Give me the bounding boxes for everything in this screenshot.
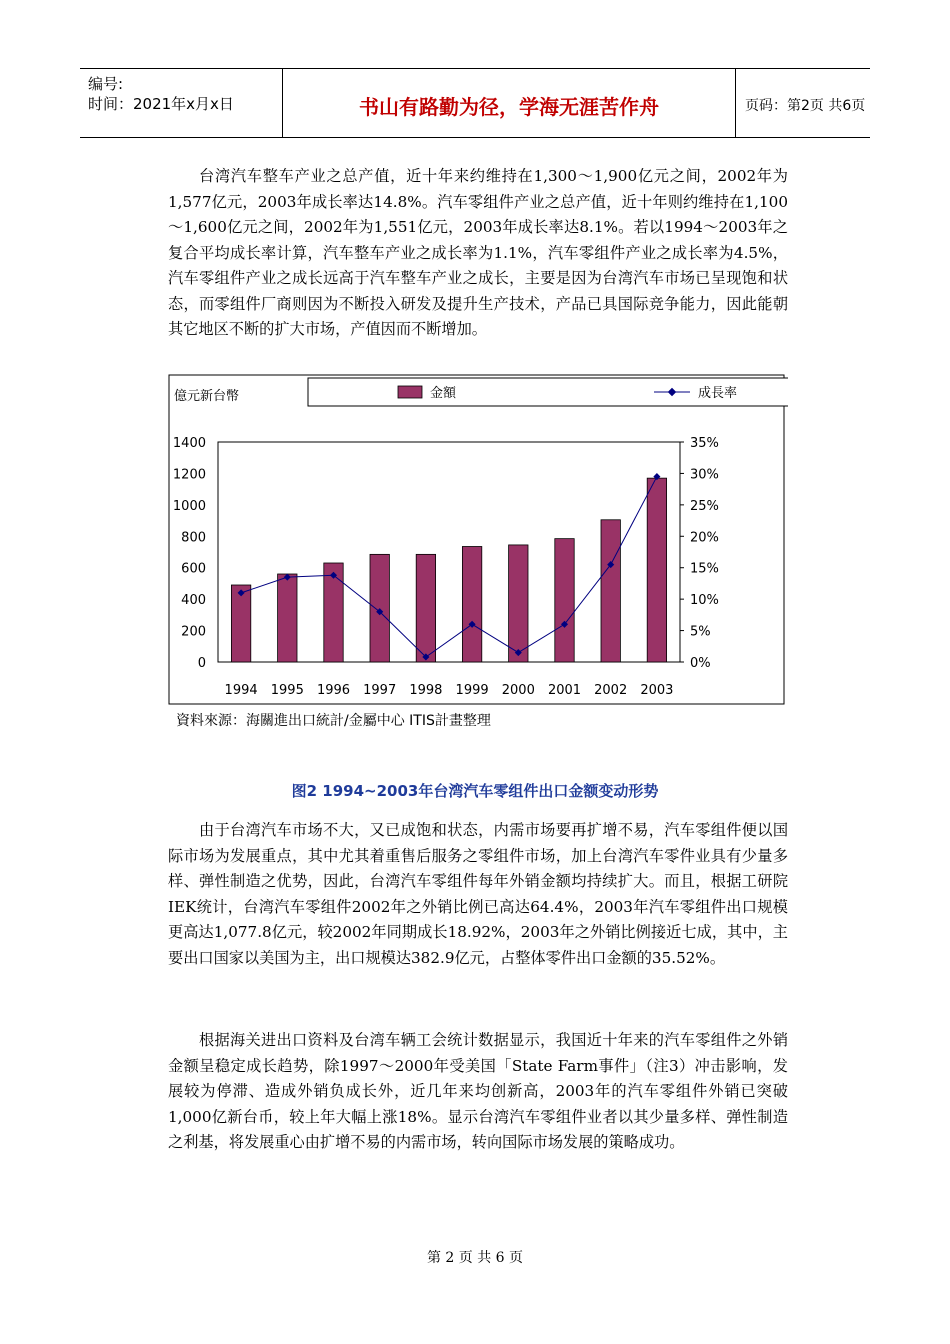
y2-tick-label: 35% [690, 436, 719, 451]
paragraph-customs-statistics: 根据海关进出口资料及台湾车辆工会统计数据显示，我国近十年来的汽车零组件之外销金额呈稳定成长趋势，除1997～2000年受美国「State Farm事件」（注3）冲击影响，发展较为停滞、造成外销负成长外，近几年来均创新高，2003年的汽车零组件外销已突破1,000亿新台币，较上年大幅上涨18%。显示台湾汽车零组件业者以其少量多样、弹性制造之利基，将发展重心由扩增不易的内需市场，转向国际市场发展的策略成功。 [168, 1031, 788, 1151]
bar-amount-2001 [555, 539, 574, 662]
export-amount-chart [168, 374, 788, 708]
paragraph-industry-output: 台湾汽车整车产业之总产值，近十年来约维持在1,300～1,900亿元之间，2002年为1,577亿元，2003年成长率达14.8%。汽车零组件产业之总产值，近十年则约维持在1,100～1,600亿元之间，2002年为1,551亿元，2003年成长率达8.1%。若以1994～2003年之复合平均成长率计算，汽车整车产业之成长率为1.1%，汽车零组件产业之成长率为4.5%，汽车零组件产业之成长远高于汽车整车产业之成长，主要是因为台湾汽车市场已呈现饱和状态，而零组件厂商则因为不断投入研发及提升生产技术，产品已具国际竞争能力，因此能朝其它地区不断的扩大市场，产值因而不断增加。 [168, 167, 788, 338]
document-time-label: 时间：2021年x月x日 [88, 95, 234, 113]
y2-tick-label: 30% [690, 467, 719, 483]
y-tick-label: 200 [181, 624, 206, 640]
x-tick-label: 1994 [224, 683, 258, 698]
bar-amount-2002 [601, 520, 620, 662]
x-tick-label: 2002 [594, 683, 628, 698]
header-page-cell [735, 69, 870, 137]
x-tick-label: 2003 [640, 683, 674, 698]
document-number-label: 编号: [88, 75, 124, 93]
header-motto-cell [282, 69, 736, 137]
y-tick-label: 1400 [172, 436, 206, 451]
legend-swatch-amount [398, 386, 422, 398]
x-tick-label: 2000 [501, 683, 535, 698]
y-tick-label: 0 [197, 656, 206, 671]
paragraph-export-growth: 由于台湾汽车市场不大，又已成饱和状态，内需市场要再扩增不易，汽车零组件便以国际市场为发展重点，其中尤其着重售后服务之零组件市场，加上台湾汽车零件业具有少量多样、弹性制造之优势，因此，台湾汽车零组件每年外销金额均持续扩大。而且，根据工研院IEK统计，台湾汽车零组件2002年之外销比例已高达64.4%，2003年汽车零组件出口规模更高达1,077.8亿元，较2002年同期成长18.92%，2003年之外销比例接近七成，其中，主要出口国家以美国为主，出口规模达382.9亿元，占整体零件出口金额的35.52%。 [168, 821, 788, 967]
bar-amount-2003 [647, 478, 666, 662]
bar-amount-2000 [509, 545, 528, 662]
y-tick-label: 800 [181, 530, 206, 546]
page-header [80, 68, 870, 138]
x-tick-label: 1995 [270, 683, 304, 698]
figure-caption: 图2 1994~2003年台湾汽车零组件出口金额变动形势 [291, 782, 659, 800]
x-tick-label: 1996 [316, 683, 351, 698]
x-tick-label: 2001 [547, 683, 582, 698]
y2-tick-label: 25% [690, 498, 719, 514]
y-tick-label: 400 [181, 593, 206, 609]
chart-source-note: 資料來源：海關進出口統計/金屬中心 ITIS計畫整理 [176, 713, 491, 729]
x-tick-label: 1999 [455, 683, 489, 698]
x-tick-label: 1998 [409, 683, 443, 698]
y2-tick-label: 20% [690, 530, 719, 546]
header-page-number: 页码：第2页 共6页 [745, 98, 866, 114]
page-footer: 第 2 页 共 6 页 [426, 1250, 524, 1266]
y2-tick-label: 0% [690, 656, 711, 671]
y-tick-label: 1000 [172, 498, 206, 514]
header-meta [80, 69, 282, 137]
x-tick-label: 1997 [363, 683, 397, 698]
y-tick-label: 1200 [172, 467, 206, 483]
y2-tick-label: 10% [690, 593, 719, 609]
y2-tick-label: 5% [690, 624, 711, 640]
bar-amount-1999 [462, 547, 481, 663]
header-motto: 书山有路勤为径，学海无涯苦作舟 [359, 95, 659, 119]
bar-amount-1995 [278, 574, 297, 662]
bar-amount-1998 [416, 554, 435, 662]
bar-amount-1994 [231, 585, 250, 662]
legend-label-amount: 金額 [430, 386, 457, 401]
y-axis-title: 億元新台幣 [174, 389, 240, 404]
bar-amount-1997 [370, 554, 389, 662]
y2-tick-label: 15% [690, 561, 719, 577]
legend-label-growth: 成長率 [698, 386, 738, 401]
y-tick-label: 600 [181, 561, 206, 577]
